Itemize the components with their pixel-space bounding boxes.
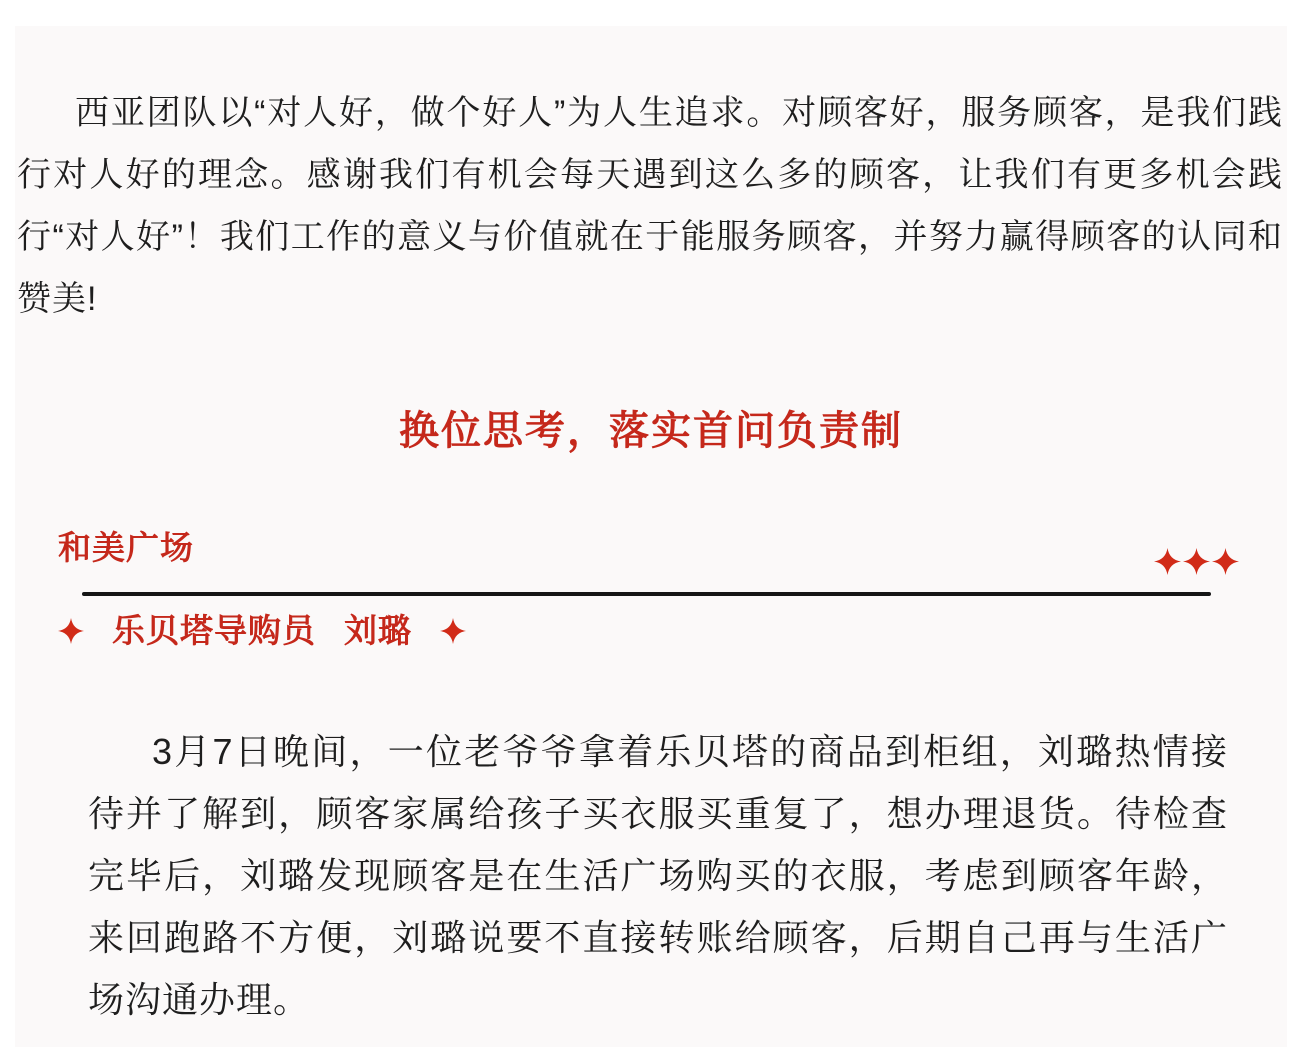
sparkle-icon bbox=[440, 618, 466, 644]
divider-line bbox=[82, 592, 1211, 596]
story-paragraph: 3月7日晚间，一位老爷爷拿着乐贝塔的商品到柜组，刘璐热情接待并了解到，顾客家属给孩子买衣服买重复了，想办理退货。待检查完毕后，刘璐发现顾客是在生活广场购买的衣服，考虑到顾客年龄，来回跑路不方便，刘璐说要不直接转账给顾客，后期自己再与生活广场沟通办理。 bbox=[88, 731, 1228, 1020]
store-name: 和美广场 bbox=[58, 529, 194, 566]
store-section-header bbox=[15, 528, 1287, 568]
staff-name: 刘璐 bbox=[344, 612, 412, 649]
sparkle-icon bbox=[1212, 548, 1239, 575]
intro-paragraph: 西亚团队以“对人好，做个好人”为人生追求。对顾客好，服务顾客，是我们践行对人好的理念。感谢我们有机会每天遇到这么多的顾客，让我们有更多机会践行“对人好”！我们工作的意义与价值就在于能服务顾客，并努力赢得顾客的认同和赞美! bbox=[17, 94, 1283, 318]
staff-byline bbox=[58, 611, 1287, 651]
sparkle-icon bbox=[1183, 548, 1210, 575]
article-content bbox=[15, 26, 1287, 1047]
sparkle-trio bbox=[1154, 548, 1239, 575]
staff-role: 乐贝塔导购员 bbox=[112, 612, 316, 649]
sparkle-icon bbox=[1154, 548, 1181, 575]
article-headline: 换位思考，落实首问负责制 bbox=[399, 409, 903, 453]
sparkle-icon bbox=[58, 618, 84, 644]
